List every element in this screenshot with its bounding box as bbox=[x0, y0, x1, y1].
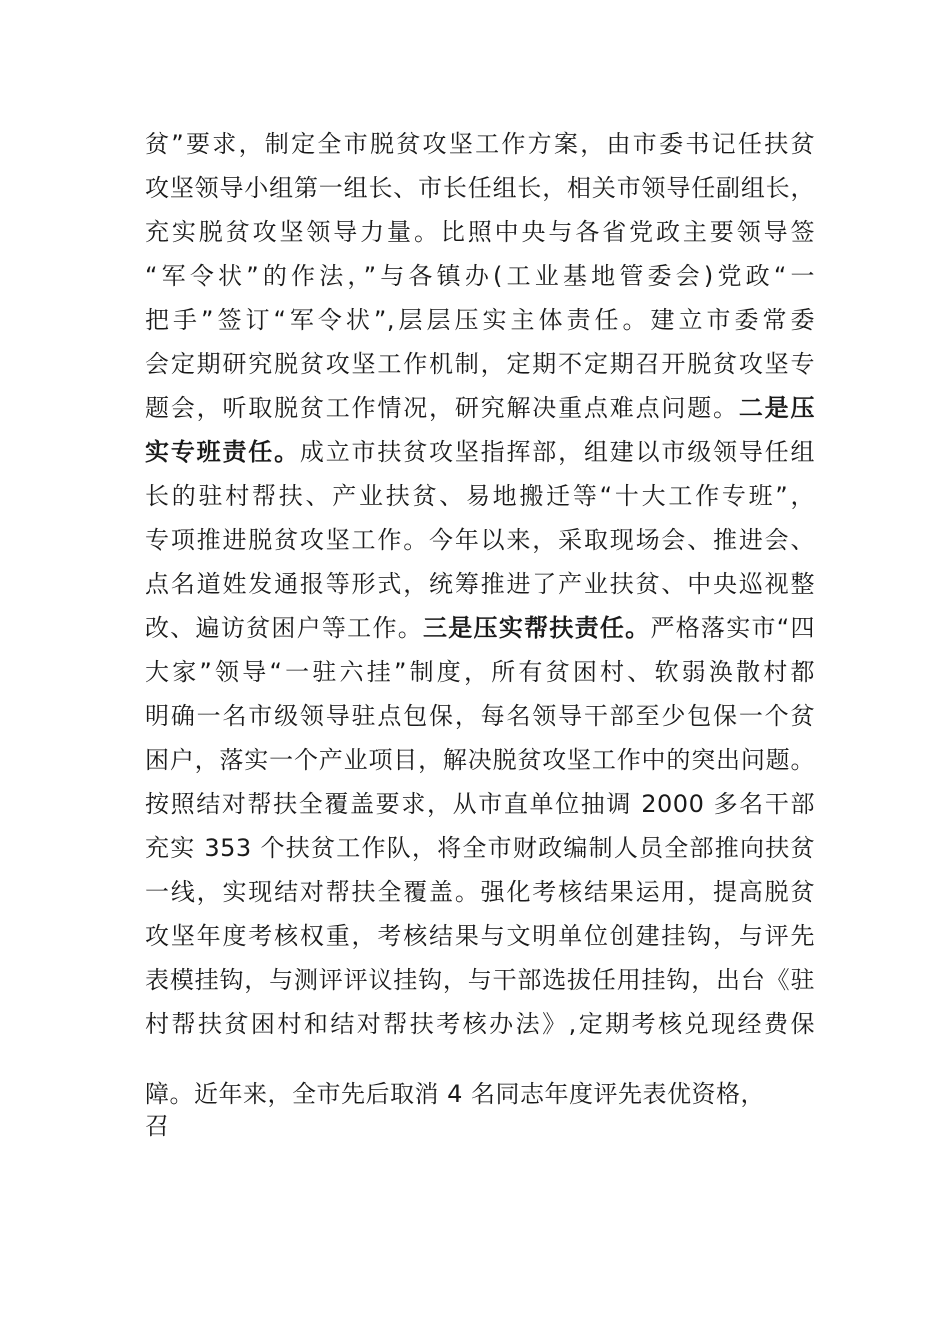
text-segment: 攻坚领导小组第一组长、市长任组长，相关市领导任副组长， bbox=[145, 174, 815, 202]
text-line bbox=[145, 1072, 815, 1116]
text-segment: 把手”签订“军令状”,层层压实主体责任。建立市委常委 bbox=[145, 306, 815, 334]
bold-heading-text: 三是压实帮扶责任。 bbox=[423, 614, 651, 642]
text-segment: 贫”要求，制定全市脱贫攻坚工作方案，由市委书记任扶贫 bbox=[145, 130, 815, 158]
text-line bbox=[145, 650, 815, 694]
text-segment: 点名道姓发通报等形式，统筹推进了产业扶贫、中央巡视整 bbox=[145, 570, 815, 598]
text-line bbox=[145, 474, 815, 518]
text-line bbox=[145, 430, 815, 474]
text-line bbox=[145, 826, 815, 870]
text-segment: 一线，实现结对帮扶全覆盖。强化考核结果运用，提高脱贫 bbox=[145, 878, 815, 906]
text-segment: 成立市扶贫攻坚指挥部，组建以市级领导任组 bbox=[299, 438, 816, 466]
text-line bbox=[145, 254, 815, 298]
bold-heading-text: 二是压 bbox=[738, 394, 815, 422]
text-line bbox=[145, 958, 815, 1002]
text-line bbox=[145, 166, 815, 210]
text-segment: 长的驻村帮扶、产业扶贫、易地搬迁等“十大工作专班”， bbox=[145, 482, 815, 510]
body-paragraph bbox=[145, 122, 815, 1148]
text-segment: 会定期研究脱贫攻坚工作机制，定期不定期召开脱贫攻坚专 bbox=[145, 350, 815, 378]
text-segment: 召 bbox=[145, 1112, 170, 1140]
text-line bbox=[145, 342, 815, 386]
text-segment: 攻坚年度考核权重，考核结果与文明单位创建挂钩，与评先 bbox=[145, 922, 815, 950]
text-segment: 严格落实市“四 bbox=[650, 614, 816, 642]
text-line bbox=[145, 122, 815, 166]
text-line bbox=[145, 562, 815, 606]
text-line bbox=[145, 386, 815, 430]
text-segment: “军令状”的作法，”与各镇办(工业基地管委会)党政“一 bbox=[145, 262, 815, 290]
text-segment: 按照结对帮扶全覆盖要求，从市直单位抽调 2000 多名干部 bbox=[145, 790, 815, 818]
text-line bbox=[145, 518, 815, 562]
text-line bbox=[145, 1002, 815, 1046]
text-segment: 明确一名市级领导驻点包保，每名领导干部至少包保一个贫 bbox=[145, 702, 815, 730]
text-segment: 村帮扶贫困村和结对帮扶考核办法》,定期考核兑现经费保 bbox=[145, 1010, 815, 1038]
text-line bbox=[145, 738, 815, 782]
text-line bbox=[145, 694, 815, 738]
text-segment: 充实脱贫攻坚领导力量。比照中央与各省党政主要领导签 bbox=[145, 218, 815, 246]
text-segment: 表模挂钩，与测评评议挂钩，与干部选拔任用挂钩，出台《驻 bbox=[145, 966, 815, 994]
text-segment: 充实 353 个扶贫工作队，将全市财政编制人员全部推向扶贫 bbox=[145, 834, 815, 862]
text-line bbox=[145, 870, 815, 914]
text-segment: 困户，落实一个产业项目，解决脱贫攻坚工作中的突出问题。 bbox=[145, 746, 815, 774]
text-segment: 题会，听取脱贫工作情况，研究解决重点难点问题。 bbox=[145, 394, 739, 422]
text-segment: 大家”领导“一驻六挂”制度，所有贫困村、软弱涣散村都 bbox=[145, 658, 815, 686]
text-line bbox=[145, 782, 815, 826]
text-segment: 专项推进脱贫攻坚工作。今年以来，采取现场会、推进会、 bbox=[145, 526, 815, 554]
text-line bbox=[145, 298, 815, 342]
text-segment: 障。近年来，全市先后取消 4 名同志年度评先表优资格， bbox=[145, 1080, 766, 1108]
bold-heading-text: 实专班责任。 bbox=[145, 438, 300, 466]
text-line bbox=[145, 914, 815, 958]
text-line bbox=[145, 210, 815, 254]
text-segment: 改、遍访贫困户等工作。 bbox=[145, 614, 423, 642]
text-line bbox=[145, 606, 815, 650]
